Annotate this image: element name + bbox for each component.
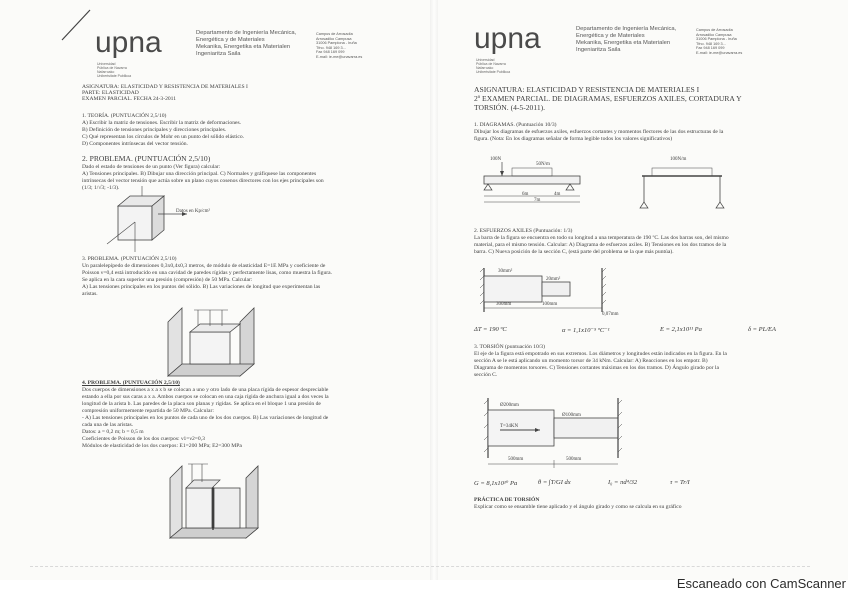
section-2-title: 2. ESFUERZOS AXILES (Puntuación: 1/3): [474, 228, 573, 234]
section-3-title: 3. TORSIÓN (puntuación 10/3): [474, 344, 545, 350]
section-4-line: estando a ella por sus caras a x a. Ambos cuerpos se colocan en una caja rígida de anchura igual a dos veces la: [82, 394, 329, 400]
section-3-line: Se aplica en la cara superior una presión (compresión) de 50 MPa. Calcular:: [82, 277, 253, 283]
camscanner-watermark: Escaneado con CamScanner: [676, 576, 846, 591]
section-4-data: Datos: a = 0,2 m; b = 0,5 m: [82, 429, 144, 435]
section-2-line: intrínsecas del vector tensión que actúa sobre un plano cuyos cosenos directores con los ejes principales son: [82, 178, 324, 184]
section-3-line: A) Las tensiones principales en los puntos del sólido. B) Las variaciones de longitud que experimentan las: [82, 284, 321, 290]
section-2-line: barra. C) Nueva posición de la sección C, (está parte del problema se la que más puntúa).: [474, 249, 674, 255]
formula-shear-modulus: G = 8,1x10¹⁰ Pa: [474, 480, 518, 487]
bar-area-label: 20mm²: [546, 277, 561, 282]
section-3-line: aristas.: [82, 291, 98, 297]
pen-stroke-mark: [60, 6, 100, 46]
beam-load-label: 50N/m: [536, 162, 550, 167]
beam-load-label: 100N: [490, 157, 502, 162]
bar-gap-label: 0,07mm: [602, 312, 619, 317]
section-2-title: 2. PROBLEMA. (PUNTUACIÓN 2,5/10): [82, 154, 211, 163]
department-address: Campus de Arrosadía Arrosadiko Campusa 31006 Pamplona - Iruña Tfno. 948 169 3... Fax 948 169 099 E-mail: ie-me@unavarra.es: [696, 28, 743, 55]
right-exam-page: [438, 0, 848, 580]
practice-line: Explicar como se ensamble tiene aplicado y el ángulo girado y como se calcula en su gráfico: [474, 504, 682, 510]
section-3-title: 3. PROBLEMA. (PUNTUACIÓN 2,5/10): [82, 256, 177, 262]
section-4-title: 4. PROBLEMA. (PUNTUACIÓN 2,5/10): [82, 380, 180, 386]
shaft-diameter-label: Ø200mm: [500, 403, 519, 408]
section-3-line: Un paralelepípedo de dimensiones 0,3x0,4x0,3 metros, de módulo de elasticidad E=1E MPa y coeficiente de: [82, 263, 326, 269]
section-1-line: A) Escribir la matriz de tensiones. Escribir la matriz de deformaciones.: [82, 120, 242, 126]
shaft-length-label: 500mm: [508, 457, 524, 462]
section-1-title: 1. TEORÍA. (PUNTUACIÓN 2,5/10): [82, 113, 167, 119]
section-1-line: figura. (Nota: En los diagramas señalar de forma legible todos los valores significativos): [474, 136, 673, 142]
section-1-line: Dibujar los diagramas de esfuerzos axiles, esfuerzos cortantes y momentos flectores de las dos estructuras de la: [474, 129, 724, 135]
upna-logo: upna: [474, 22, 541, 55]
section-4-data: Módulos de elasticidad de los dos cuerpos: E1=200 MPa; E2=300 MPa: [82, 443, 242, 449]
exam-date: TORSIÓN. (4-5-2011).: [474, 103, 546, 112]
scan-edge-line: [30, 566, 810, 567]
beam-span-label: 4m: [554, 192, 561, 197]
bar-area-label: 30mm²: [498, 269, 513, 274]
section-3-line: sección A se le está aplicando un momento torsor de 34 kNm. Calcular: A) Reacciones en los empotr. B): [474, 358, 708, 364]
section-3-line: El eje de la figura está empotrado en sus extremos. Los diámetros y longitudes están indicados en la figura. En la: [474, 351, 727, 357]
section-1-line: B) Definición de tensiones principales y direcciones principales.: [82, 127, 227, 133]
two-body-box-figure: [160, 450, 270, 540]
section-1-line: C) Qué representan los círculos de Mohr en un punto del sólido elástico.: [82, 134, 245, 140]
figure-units-note: Datos en Kp/cm²: [176, 209, 210, 214]
bar-length-label: 300mm: [496, 302, 512, 307]
exam-part: PARTE: ELASTICIDAD: [82, 90, 139, 96]
stress-cube-figure: [102, 192, 222, 252]
section-4-line: Dos cuerpos de dimensiones a x a x b se colocan a uno y otro lado de una placa rígida de espesor despreciable: [82, 387, 329, 393]
section-4-line: compresión uniformemente repartida de 50 MPa. Calcular:: [82, 408, 214, 414]
section-2-line: material, para el mismo tensión. Calcular: A) Diagrama de esfuerzos axiles. B) Tensiones en los dos tramos de la: [474, 242, 727, 248]
shaft-diameter-label: Ø100mm: [562, 413, 581, 418]
section-3-line: Diagrama de momentos torsores. C) Tensiones cortantes máximas en los dos tramos. D) Ángulo girado por la: [474, 365, 719, 371]
section-4-data: Coeficientes de Poisson de los dos cuerpos: ν1=ν2=0,3: [82, 436, 205, 442]
section-4-line: cada una de las aristas.: [82, 422, 134, 428]
section-4-line: longitud de la arista b. Las paredes de la placa son planas y rígidas. Se aplica en el bloque 1 una presión de: [82, 401, 321, 407]
beam-load-label: 100N/m: [670, 157, 687, 162]
exam-date: EXAMEN PARCIAL. FECHA 24-3-2011: [82, 96, 177, 102]
section-1-line: D) Componentes intrínsecas del vector tensión.: [82, 141, 188, 147]
bar-length-label: 100mm: [542, 302, 558, 307]
formula-elongation: δ = PL/EA: [748, 326, 776, 333]
upna-logo-subtitle: Universidad Pública de Navarra Nafarroako Unibertsitate Publikoa: [476, 58, 511, 74]
exam-subject: ASIGNATURA: ELASTICIDAD Y RESISTENCIA DE MATERIALES I: [82, 84, 248, 90]
section-1-title: 1. DIAGRAMAS. (Puntuación 10/3): [474, 122, 557, 128]
section-2-line: (1/3; 1/√3; -1/3).: [82, 185, 120, 191]
formula-delta-t: ΔT = 190 ºC: [474, 326, 507, 333]
section-3-line: Poisson ν=0,4 está introducido en una cavidad de paredes rígidas y perfectamente lisas, como muestra la figura.: [82, 270, 333, 276]
formula-shear-stress: τ = Tr/I: [670, 479, 690, 486]
exam-title: 2º EXAMEN PARCIAL. DE DIAGRAMAS, ESFUERZOS AXILES, CORTADURA Y: [474, 94, 742, 103]
upna-logo: upna: [95, 26, 162, 59]
beam-diagrams-figure: [482, 156, 782, 216]
beam-span-label: 6m: [522, 192, 529, 197]
section-4-line: - A) Las tensiones principales en los puntos de cada uno de los dos cuerpos. B) Las variaciones de longitud de: [82, 415, 329, 421]
shaft-length-label: 500mm: [566, 457, 582, 462]
formula-young-modulus: E = 2,1x10¹¹ Pa: [660, 326, 702, 333]
exam-subject: ASIGNATURA: ELASTICIDAD Y RESISTENCIA DE MATERIALES I: [474, 85, 700, 94]
page-fold: [430, 0, 438, 580]
practice-title: PRÁCTICA DE TORSIÓN: [474, 497, 540, 503]
department-name: Departamento de Ingeniería Mecánica, Energética y de Materiales Mekanika, Energetika eta Materialen Ingeniaritza Saila: [196, 30, 297, 57]
section-2-line: Dado el estado de tensiones de un punto (Ver figura) calcular:: [82, 164, 221, 170]
upna-logo-subtitle: Universidad Pública de Navarra Nafarroako Unibertsitate Publikoa: [97, 62, 132, 78]
section-3-line: sección C.: [474, 372, 498, 378]
beam-span-label: 7m: [534, 198, 541, 203]
torque-label: T=34KN: [500, 424, 519, 429]
formula-polar-inertia: I₀ = πd⁴/32: [608, 479, 638, 486]
department-name: Departamento de Ingeniería Mecánica, Energética y de Materiales Mekanika, Energetika eta Materialen Ingeniaritza Saila: [576, 26, 677, 53]
section-2-line: La barra de la figura se encuentra en todo su longitud a una temperatura de 190 ºC. Las dos barras son, del mismo: [474, 235, 729, 241]
section-2-line: A) Tensiones principales. B) Dibujar una dirección principal. C) Normales y gráfiquese las componentes: [82, 171, 317, 177]
left-exam-page: [0, 0, 430, 580]
formula-alpha: α = 1,1x10⁻⁵ ºC⁻¹: [562, 327, 610, 334]
cavity-block-figure: [160, 300, 270, 378]
department-address: Campus de Arrosadía Arrosadiko Campusa 31006 Pamplona - Iruña Tfno. 948 169 3... Fax 948 169 099 E-mail: ie-me@unavarra.es: [316, 32, 363, 59]
formula-twist-angle: θ = ∫T/GI dx: [538, 479, 571, 486]
